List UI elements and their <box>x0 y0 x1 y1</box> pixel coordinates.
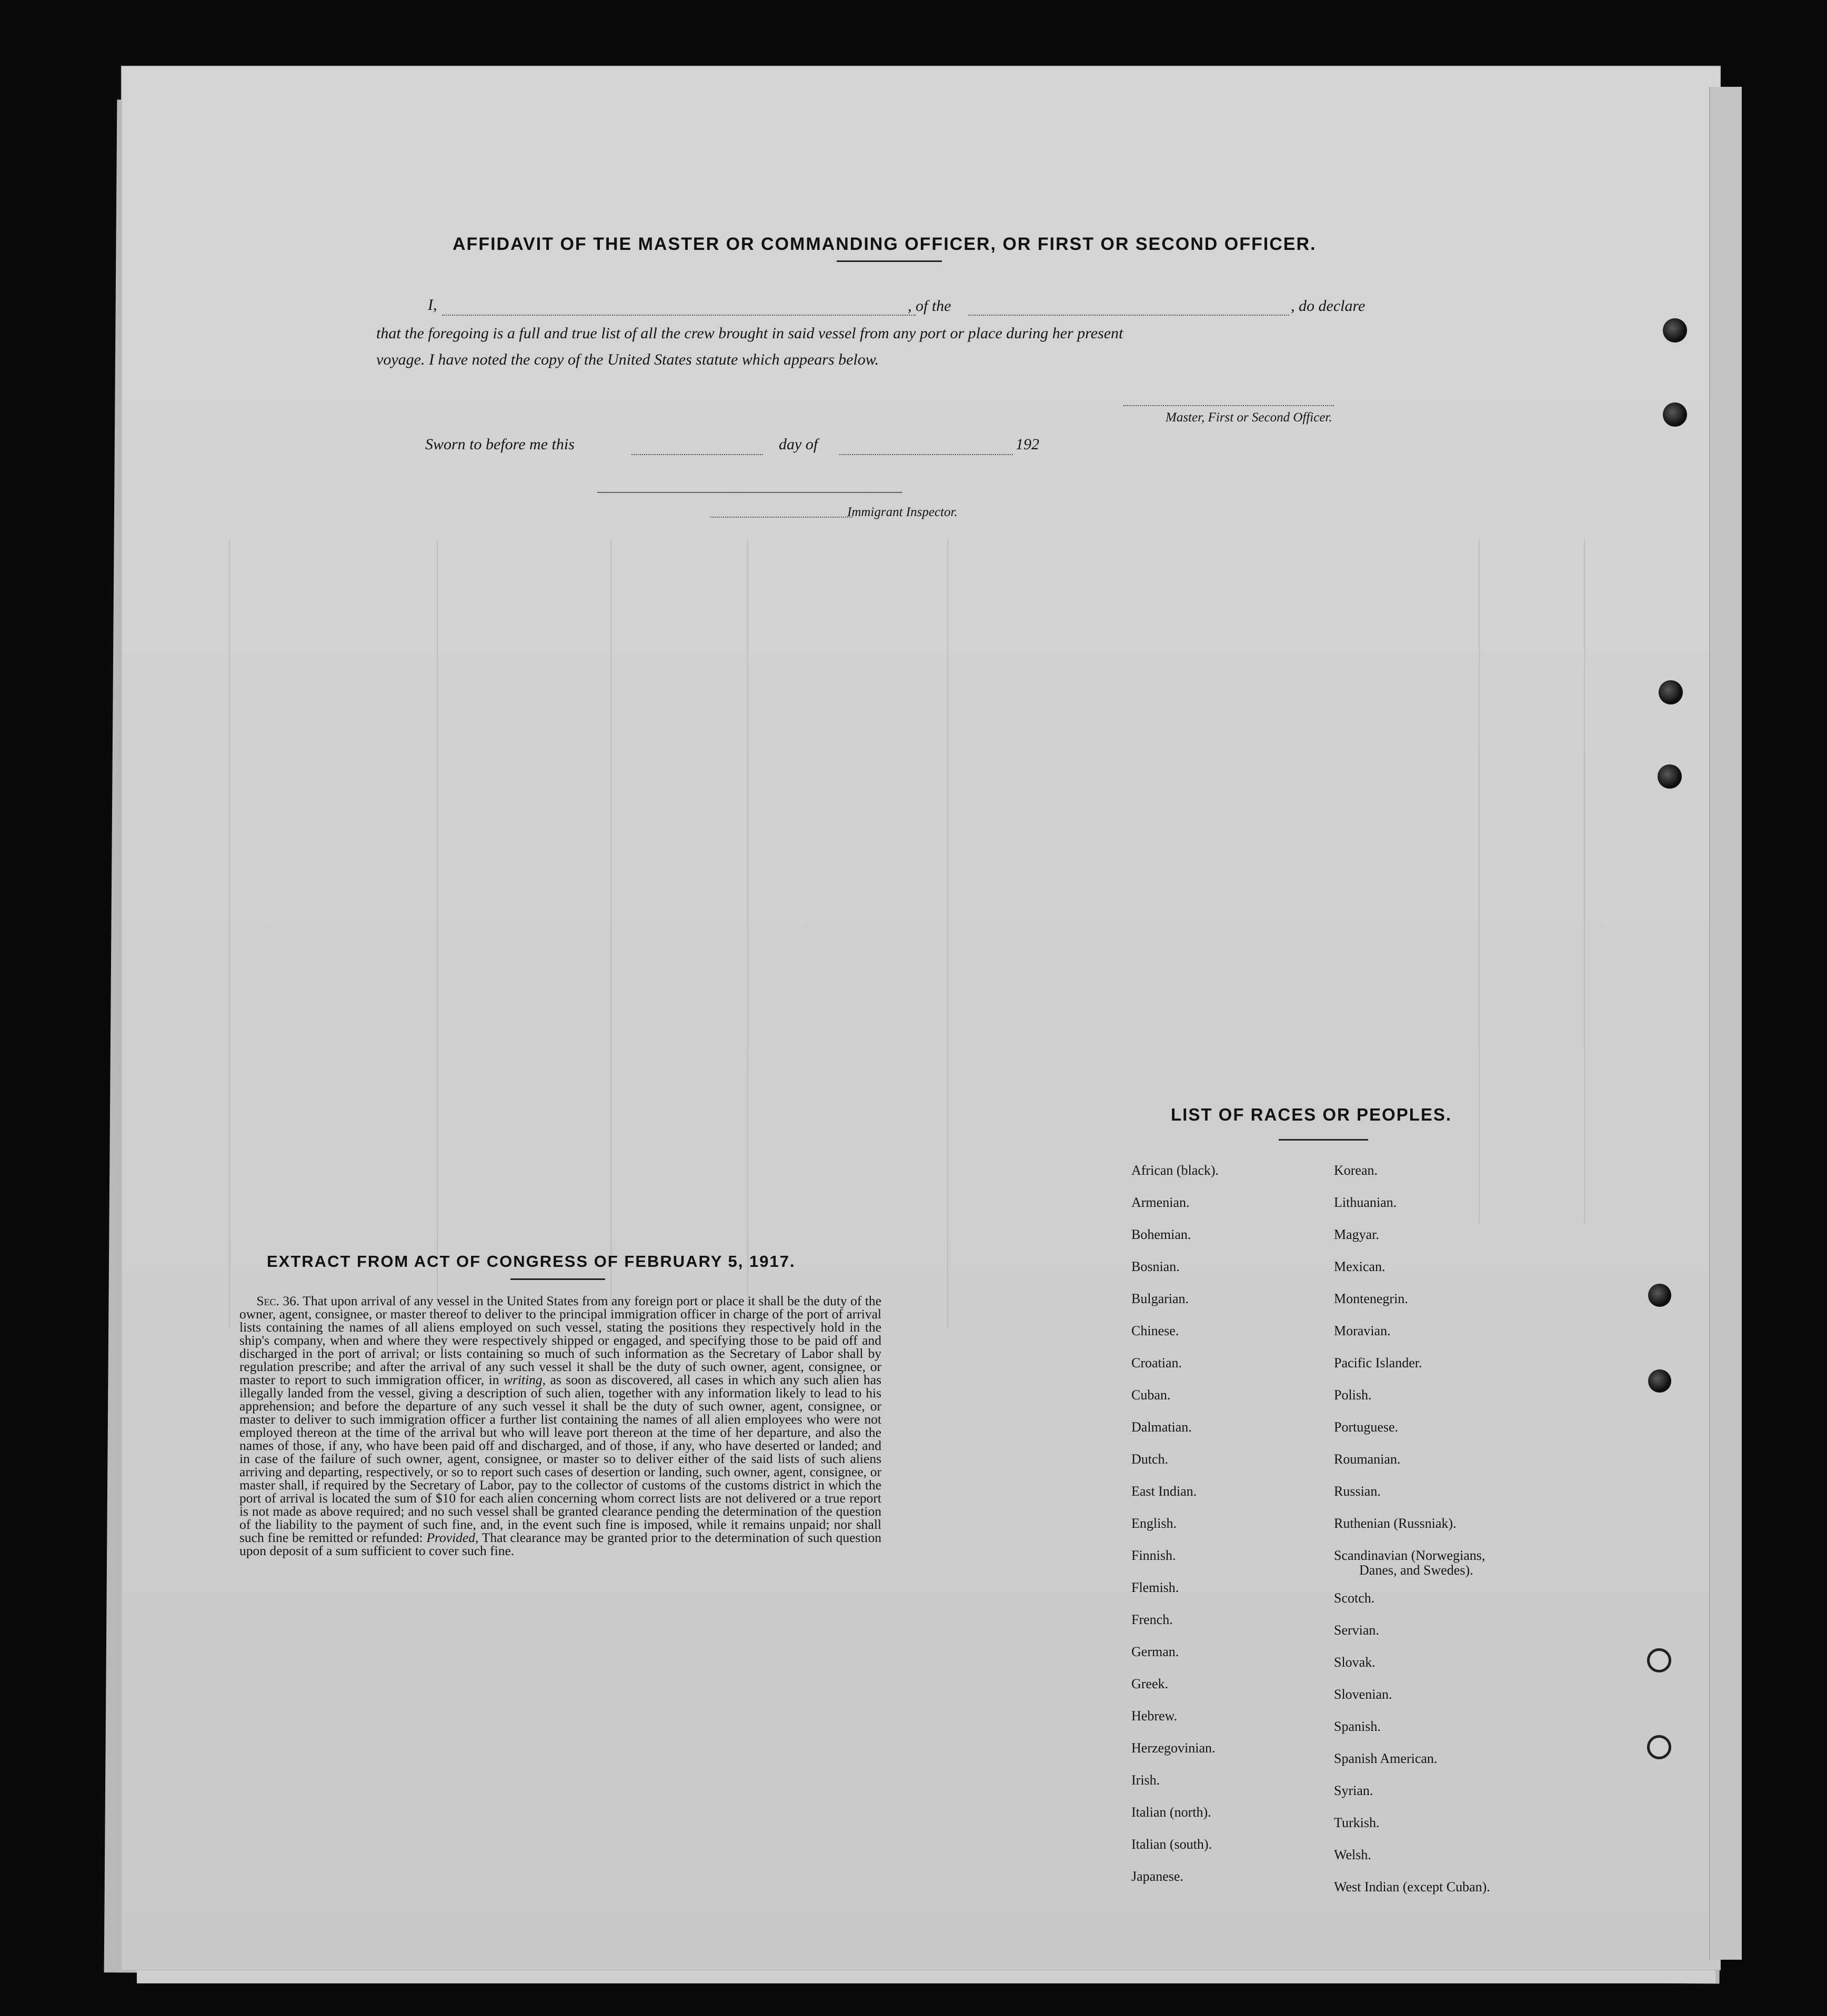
race-item: Pacific Islander. <box>1334 1355 1422 1370</box>
race-item: Slovenian. <box>1334 1687 1392 1702</box>
race-item: Korean. <box>1334 1163 1378 1178</box>
binder-hole <box>1659 680 1683 704</box>
race-item: Spanish American. <box>1334 1751 1438 1766</box>
race-item: Armenian. <box>1131 1195 1190 1210</box>
race-item: Chinese. <box>1131 1323 1179 1338</box>
race-item: Italian (south). <box>1131 1837 1212 1852</box>
race-item: Welsh. <box>1334 1847 1371 1862</box>
binder-hole <box>1663 318 1687 342</box>
extract-body <box>239 1294 881 1557</box>
race-item: Flemish. <box>1131 1580 1179 1595</box>
race-item: Bosnian. <box>1131 1259 1180 1274</box>
race-item: Ruthenian (Russniak). <box>1334 1516 1457 1531</box>
race-item: East Indian. <box>1131 1484 1197 1499</box>
race-item: Japanese. <box>1131 1869 1183 1884</box>
inspector-caption: Immigrant Inspector. <box>847 505 958 519</box>
extract-text-2: as soon as discovered, all cases in which any such alien has illegally landed from the vessel, giving a description of such alien, together with any information likely to lead to his apprehension; and before the departure of any such vessel it shall be the duty of such owner, agent, consignee, or master to deliver to such immigration officer a further list containing the names of all alien employees who were not employed thereon at the time of the arrival but who will leave port thereon at the time of her departure, and also the names of those, if any, who have been paid off and discharged, and of those, if any, who have deserted or landed; and in case of the failure of such owner, agent, consignee, or master so to deliver either of the said lists of such aliens arriving and departing, respectively, or so to report such cases of desertion or landing, such owner, agent, consignee, or master shall, if required by the Secretary of Labor, pay to the collector of customs of the customs district in which the port of arrival is located the sum of $10 for each alien concerning whom correct lists are not delivered or a true report is not made as above required; and no such vessel shall be granted clearance pending the determination of the question of the liability to the payment of such fine, and, in the event such fine is imposed, while it remains unpaid; nor shall such fine be remitted or refunded: <box>239 1372 881 1545</box>
race-item: Spanish. <box>1334 1719 1381 1734</box>
race-item: Hebrew. <box>1131 1708 1178 1723</box>
extract-text-3: That clearance may be granted prior to the determination of such question upon deposit of a sum sufficient to cover such fine. <box>239 1530 882 1558</box>
race-item: Turkish. <box>1334 1815 1380 1830</box>
sworn-month-blank[interactable] <box>839 454 1013 455</box>
bleed-through-rule <box>437 539 438 1328</box>
inspector-blank[interactable] <box>710 517 852 518</box>
binder-hole <box>1663 402 1687 427</box>
race-item: West Indian (except Cuban). <box>1334 1879 1490 1894</box>
extract-text-1: That upon arrival of any vessel in the United States from any foreign port or place it shall be the duty of the owner, agent, consignee, or master thereof to deliver to the principal immigration officer in charge of the port of arrival lists containing the names of all aliens employed on such vessel, stating the positions they respectively hold in the ship's company, when and where they were respectively shipped or engaged, and specifying those to be paid off and discharged in the port of arrival; or lists containing so much of such information as the Secretary of Labor shall by regulation prescribe; and after the arrival of any such vessel it shall be the duty of such owner, agent, consignee, or master to report to such immigration officer, in <box>239 1293 881 1387</box>
race-item: Herzegovinian. <box>1131 1740 1216 1756</box>
race-item: Finnish. <box>1131 1548 1176 1563</box>
race-item: Croatian. <box>1131 1355 1182 1370</box>
race-item: Bohemian. <box>1131 1227 1191 1242</box>
sworn-text: Sworn to before me this <box>425 436 575 453</box>
race-item: Bulgarian. <box>1131 1291 1189 1306</box>
binder-hole <box>1648 1284 1671 1307</box>
title-underline <box>837 260 942 262</box>
race-item: French. <box>1131 1612 1173 1627</box>
races-list <box>1131 1163 1658 1983</box>
race-item: Moravian. <box>1334 1323 1391 1338</box>
race-item: Scotch. <box>1334 1590 1375 1606</box>
signature-blank[interactable] <box>1123 405 1334 406</box>
race-item: Syrian. <box>1334 1783 1373 1798</box>
race-item: Irish. <box>1131 1772 1160 1788</box>
bleed-through-rule <box>1584 539 1585 1223</box>
race-item: Mexican. <box>1334 1259 1386 1274</box>
form-page <box>121 66 1721 1970</box>
affidavit-title: AFFIDAVIT OF THE MASTER OR COMMANDING OFFICER, OR FIRST OR SECOND OFFICER. <box>453 234 1317 254</box>
race-item: German. <box>1131 1644 1179 1659</box>
affidavit-line3: voyage. I have noted the copy of the United States statute which appears below. <box>376 351 879 368</box>
binder-hole <box>1647 1648 1671 1672</box>
affidavit-line2: that the foregoing is a full and true list of all the crew brought in said vessel from any port or place during her present <box>376 325 1123 342</box>
race-item: Danes, and Swedes). <box>1359 1563 1473 1578</box>
race-item: Greek. <box>1131 1676 1169 1691</box>
affidavit-do-declare: , do declare <box>1291 297 1366 315</box>
races-title: LIST OF RACES OR PEOPLES. <box>1171 1105 1452 1124</box>
bleed-through-rule <box>947 539 948 1328</box>
race-item: African (black). <box>1131 1163 1219 1178</box>
race-item: Russian. <box>1334 1484 1381 1499</box>
race-item: Polish. <box>1334 1387 1372 1403</box>
bleed-through-rule <box>229 539 230 1328</box>
race-item: Roumanian. <box>1334 1451 1401 1467</box>
master-name-blank[interactable] <box>442 315 916 316</box>
race-item: Portuguese. <box>1334 1419 1399 1435</box>
race-item: Magyar. <box>1334 1227 1379 1242</box>
bleed-through-rule <box>610 539 611 1328</box>
extract-writing: writing, <box>503 1372 546 1387</box>
inspector-signature-line[interactable] <box>597 492 902 493</box>
binder-hole <box>1658 764 1682 789</box>
races-underline <box>1279 1139 1368 1141</box>
affidavit-i: I, <box>428 296 437 314</box>
signature-caption: Master, First or Second Officer. <box>1166 410 1332 425</box>
day-of-text: day of <box>779 436 818 453</box>
race-item: Dalmatian. <box>1131 1419 1192 1435</box>
race-item: Dutch. <box>1131 1451 1169 1467</box>
extract-underline <box>510 1278 605 1280</box>
race-item: Servian. <box>1334 1622 1379 1638</box>
race-item: Cuban. <box>1131 1387 1171 1403</box>
race-item: Lithuanian. <box>1334 1195 1397 1210</box>
race-item: Scandinavian (Norwegians, <box>1334 1548 1485 1563</box>
binder-hole <box>1648 1369 1671 1393</box>
section-label: Sec. 36. <box>256 1293 300 1308</box>
race-item: Slovak. <box>1334 1655 1376 1670</box>
extract-title: EXTRACT FROM ACT OF CONGRESS OF FEBRUARY 5, 1917. <box>267 1252 796 1271</box>
sworn-day-blank[interactable] <box>631 454 763 455</box>
extract-provided: Provided, <box>426 1530 479 1545</box>
race-item: English. <box>1131 1516 1177 1531</box>
vessel-name-blank[interactable] <box>968 315 1289 316</box>
bleed-through-rule <box>747 539 748 1328</box>
affidavit-of-the: , of the <box>908 297 951 315</box>
binder-hole <box>1647 1735 1671 1759</box>
race-item: Italian (north). <box>1131 1805 1211 1820</box>
bleed-through-rule <box>1479 539 1480 1223</box>
race-item: Montenegrin. <box>1334 1291 1408 1306</box>
year-text: 192 <box>1016 436 1039 453</box>
page-edge <box>1709 87 1742 1960</box>
